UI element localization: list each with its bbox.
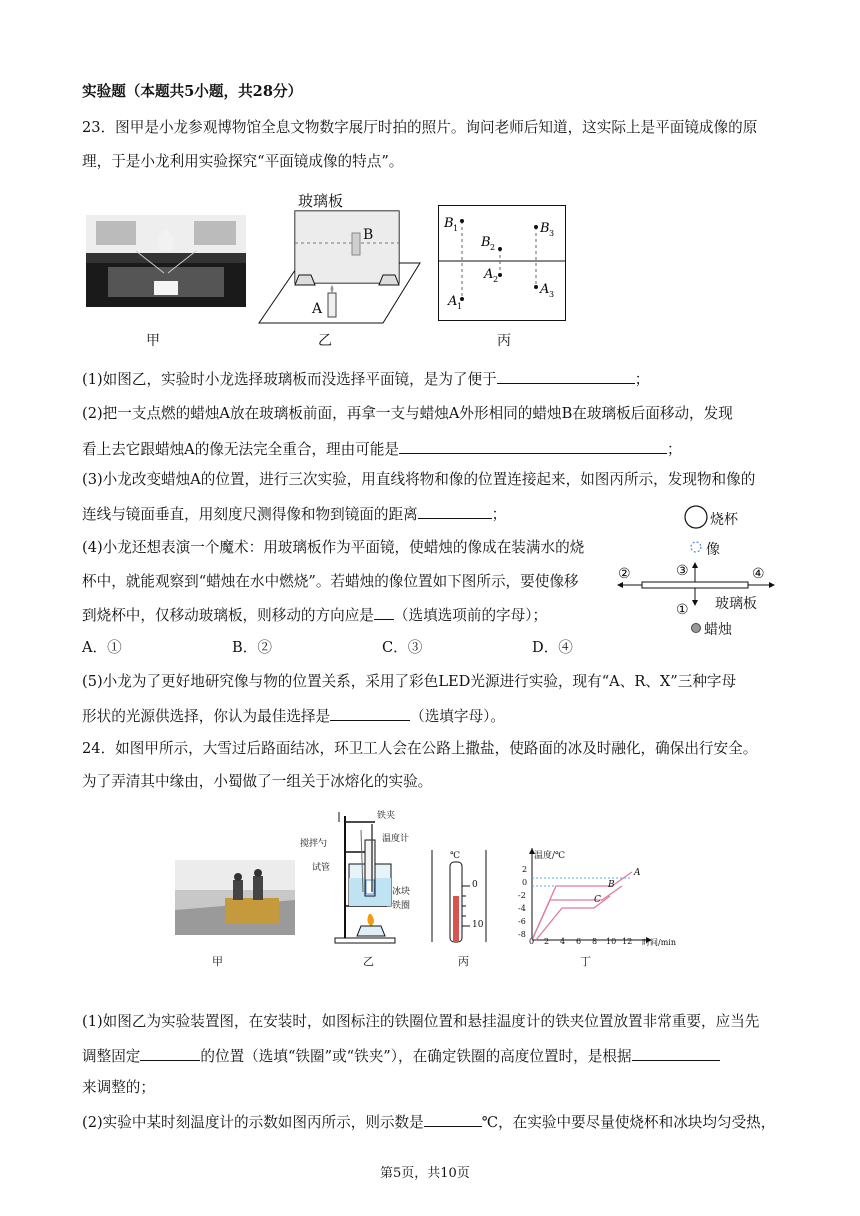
- q24-fig-label-yi: 乙: [363, 955, 374, 968]
- q23-fig-label-yi: 乙: [318, 333, 332, 349]
- candle-b-label: B: [363, 227, 374, 243]
- graph-ytick: -8: [518, 930, 526, 939]
- answer-blank[interactable]: [497, 368, 635, 384]
- q24-part2-text2: ℃，在实验中要尽量使烧杯和冰块均匀受热，: [481, 1114, 776, 1131]
- option-a[interactable]: A．①: [82, 639, 122, 656]
- q23-part5-line2: [82, 705, 505, 727]
- museum-photo: [86, 215, 246, 307]
- graph-xtick: 10: [606, 937, 617, 946]
- q24-part1-line2: [82, 1045, 720, 1067]
- graph-xtick: 0: [529, 937, 535, 946]
- q23-part1: [82, 368, 649, 390]
- q23-part4-line1: (4)小龙还想表演一个魔术：用玻璃板作为平面镜，使蜡烛的像成在装满水的烧: [82, 539, 585, 556]
- answer-blank[interactable]: [418, 503, 492, 519]
- q23-part3-line1: (3)小龙改变蜡烛A的位置，进行三次实验，用直线将物和像的位置连接起来，如图丙所示，发现物和像的: [82, 471, 756, 488]
- q23-part4-line3: [82, 604, 547, 626]
- graph-xtick: 2: [544, 937, 550, 946]
- graph-xtick: 4: [560, 937, 566, 946]
- q23-part1-text: (1)如图乙，实验时小龙选择玻璃板而没选择平面镜，是为了便于: [82, 371, 497, 388]
- svg-text:3: 3: [549, 290, 555, 299]
- series-c-label: C: [594, 895, 601, 905]
- iron-ring-label: 铁圈: [392, 901, 411, 911]
- graph-xtick: 6: [576, 937, 582, 946]
- q24-stem-line2: 为了弄清其中缘由，小蜀做了一组关于冰熔化的实验。: [82, 773, 433, 790]
- graph-xlabel: 时间/min: [642, 938, 676, 947]
- q23-part2-text: 看上去它跟蜡烛A的像无法完全重合，理由可能是: [82, 441, 400, 458]
- q24-part1-text2: 的位置（选填“铁圈”或“铁夹”），在确定铁圈的高度位置时，是根据: [200, 1048, 632, 1065]
- q24-fig-label-ding: 丁: [580, 955, 591, 968]
- q23-part4-line2: 杯中，就能观察到“蜡烛在水中燃烧”。若蜡烛的像位置如下图所示，要使像移: [82, 573, 579, 590]
- q23-part1-end: ；: [634, 371, 650, 388]
- image-label: 像: [706, 542, 720, 558]
- stirring-spoon-label: 搅拌勺: [300, 839, 328, 849]
- q23-fig-label-bing: 丙: [497, 333, 511, 349]
- graph-ytick: -2: [518, 891, 526, 900]
- option-b[interactable]: B．②: [232, 639, 272, 656]
- svg-text:3: 3: [549, 229, 555, 238]
- iron-clamp-label: 铁夹: [377, 811, 396, 821]
- q23-part4-end: （选填选项前的字母）；: [393, 607, 548, 624]
- series-b-label: B: [608, 880, 615, 890]
- svg-text:A: A: [540, 282, 550, 297]
- graph-ylabel: 温度/℃: [534, 851, 566, 861]
- q24-part1-line1: (1)如图乙为实验装置图，在安装时，如图标注的铁圈位置和悬挂温度计的铁夹位置放置非常重要，应当先: [82, 1013, 760, 1030]
- svg-text:A: A: [448, 294, 458, 309]
- svg-text:2: 2: [493, 275, 499, 284]
- svg-text:A: A: [484, 267, 494, 282]
- svg-text:B: B: [540, 221, 550, 236]
- thermometer-reading: [430, 850, 490, 945]
- answer-blank[interactable]: [140, 1045, 200, 1061]
- answer-blank[interactable]: [399, 438, 667, 454]
- q24-part2-line1: [82, 1111, 775, 1133]
- salt-spreading-photo: [175, 860, 295, 935]
- graph-ytick: -4: [518, 904, 526, 913]
- arrow-2-label: ②: [618, 566, 631, 582]
- ice-melting-apparatus: [305, 808, 425, 948]
- q23-part4-text: 到烧杯中，仅移动玻璃板，则移动的方向应是: [82, 607, 374, 624]
- q23-part5-end: （选填字母）。: [410, 708, 505, 725]
- q24-part1-line3: 来调整的；: [82, 1079, 155, 1096]
- section-title: 实验题（本题共5小题，共28分）: [82, 83, 303, 100]
- graph-ytick: -6: [518, 917, 526, 926]
- q24-stem-line1: 24．如图甲所示，大雪过后路面结冰，环卫工人会在公路上撒盐，使路面的冰及时融化，确保出行安全。: [82, 740, 758, 757]
- svg-text:B: B: [481, 235, 491, 250]
- svg-text:1: 1: [457, 302, 463, 311]
- series-a-label: A: [634, 868, 641, 878]
- thermometer-tick-0: 0: [472, 880, 478, 890]
- page-footer: 第5页，共10页: [380, 1166, 470, 1181]
- beaker-label: 烧杯: [710, 512, 738, 528]
- q23-part5-line1: (5)小龙为了更好地研究像与物的位置关系，采用了彩色LED光源进行实验，现有“A、R、X”三种字母: [82, 673, 737, 690]
- q23-stem-line2: 理，于是小龙利用实验探究“平面镜成像的特点”。: [82, 153, 404, 170]
- arrow-3-label: ③: [676, 563, 689, 579]
- arrow-4-label: ④: [752, 566, 765, 582]
- test-tube-label: 试管: [312, 863, 331, 873]
- svg-text:1: 1: [453, 224, 459, 233]
- thermometer-unit: ℃: [450, 851, 461, 861]
- q23-part2-line2: [82, 438, 682, 460]
- q23-part2-end: ；: [667, 441, 682, 458]
- glass-plate-title: 玻璃板: [298, 192, 344, 210]
- answer-blank[interactable]: [632, 1045, 720, 1061]
- q23-part5-text: 形状的光源供选择，你认为最佳选择是: [82, 708, 331, 725]
- answer-blank[interactable]: [330, 705, 410, 721]
- answer-blank[interactable]: [374, 604, 394, 620]
- answer-blank[interactable]: [424, 1111, 482, 1127]
- q23-part3-end: ；: [491, 506, 507, 523]
- graph-ytick: 0: [522, 878, 528, 887]
- graph-ytick: 2: [522, 865, 528, 874]
- ice-label: 冰块: [392, 887, 411, 897]
- thermometer-label: 温度计: [382, 834, 410, 844]
- q24-part2-text: (2)实验中某时刻温度计的示数如图丙所示，则示数是: [82, 1114, 424, 1131]
- svg-text:B: B: [444, 216, 454, 231]
- q23-part2-line1: (2)把一支点燃的蜡烛A放在玻璃板前面，再拿一支与蜡烛A外形相同的蜡烛B在玻璃板后面移动，发现: [82, 405, 733, 422]
- option-c[interactable]: C．③: [382, 639, 423, 656]
- graph-xtick: 8: [592, 937, 598, 946]
- candle-a-label: A: [312, 301, 323, 317]
- image-position-diagram: [438, 205, 566, 321]
- option-d[interactable]: D．④: [532, 639, 573, 656]
- svg-text:2: 2: [490, 243, 496, 252]
- q23-part3-text: 连线与镜面垂直，用刻度尺测得像和物到镜面的距离: [82, 506, 418, 523]
- q24-fig-label-jia: 甲: [212, 955, 223, 968]
- graph-xtick: 12: [622, 937, 633, 946]
- q23-stem-line1: 23．图甲是小龙参观博物馆全息文物数字展厅时拍的照片。询问老师后知道，这实际上是平面镜成像的原: [82, 119, 758, 136]
- glass-plate-diagram: [255, 205, 425, 327]
- q24-fig-label-bing: 丙: [458, 955, 469, 968]
- q23-fig-label-jia: 甲: [146, 333, 160, 349]
- glass-plate-label: 玻璃板: [715, 596, 757, 612]
- q23-part3-line2: [82, 503, 506, 525]
- candle-label: 蜡烛: [704, 622, 732, 638]
- thermometer-tick-10: 10: [472, 920, 484, 930]
- arrow-1-label: ①: [676, 602, 689, 618]
- q24-part1-text: 调整固定: [82, 1048, 141, 1065]
